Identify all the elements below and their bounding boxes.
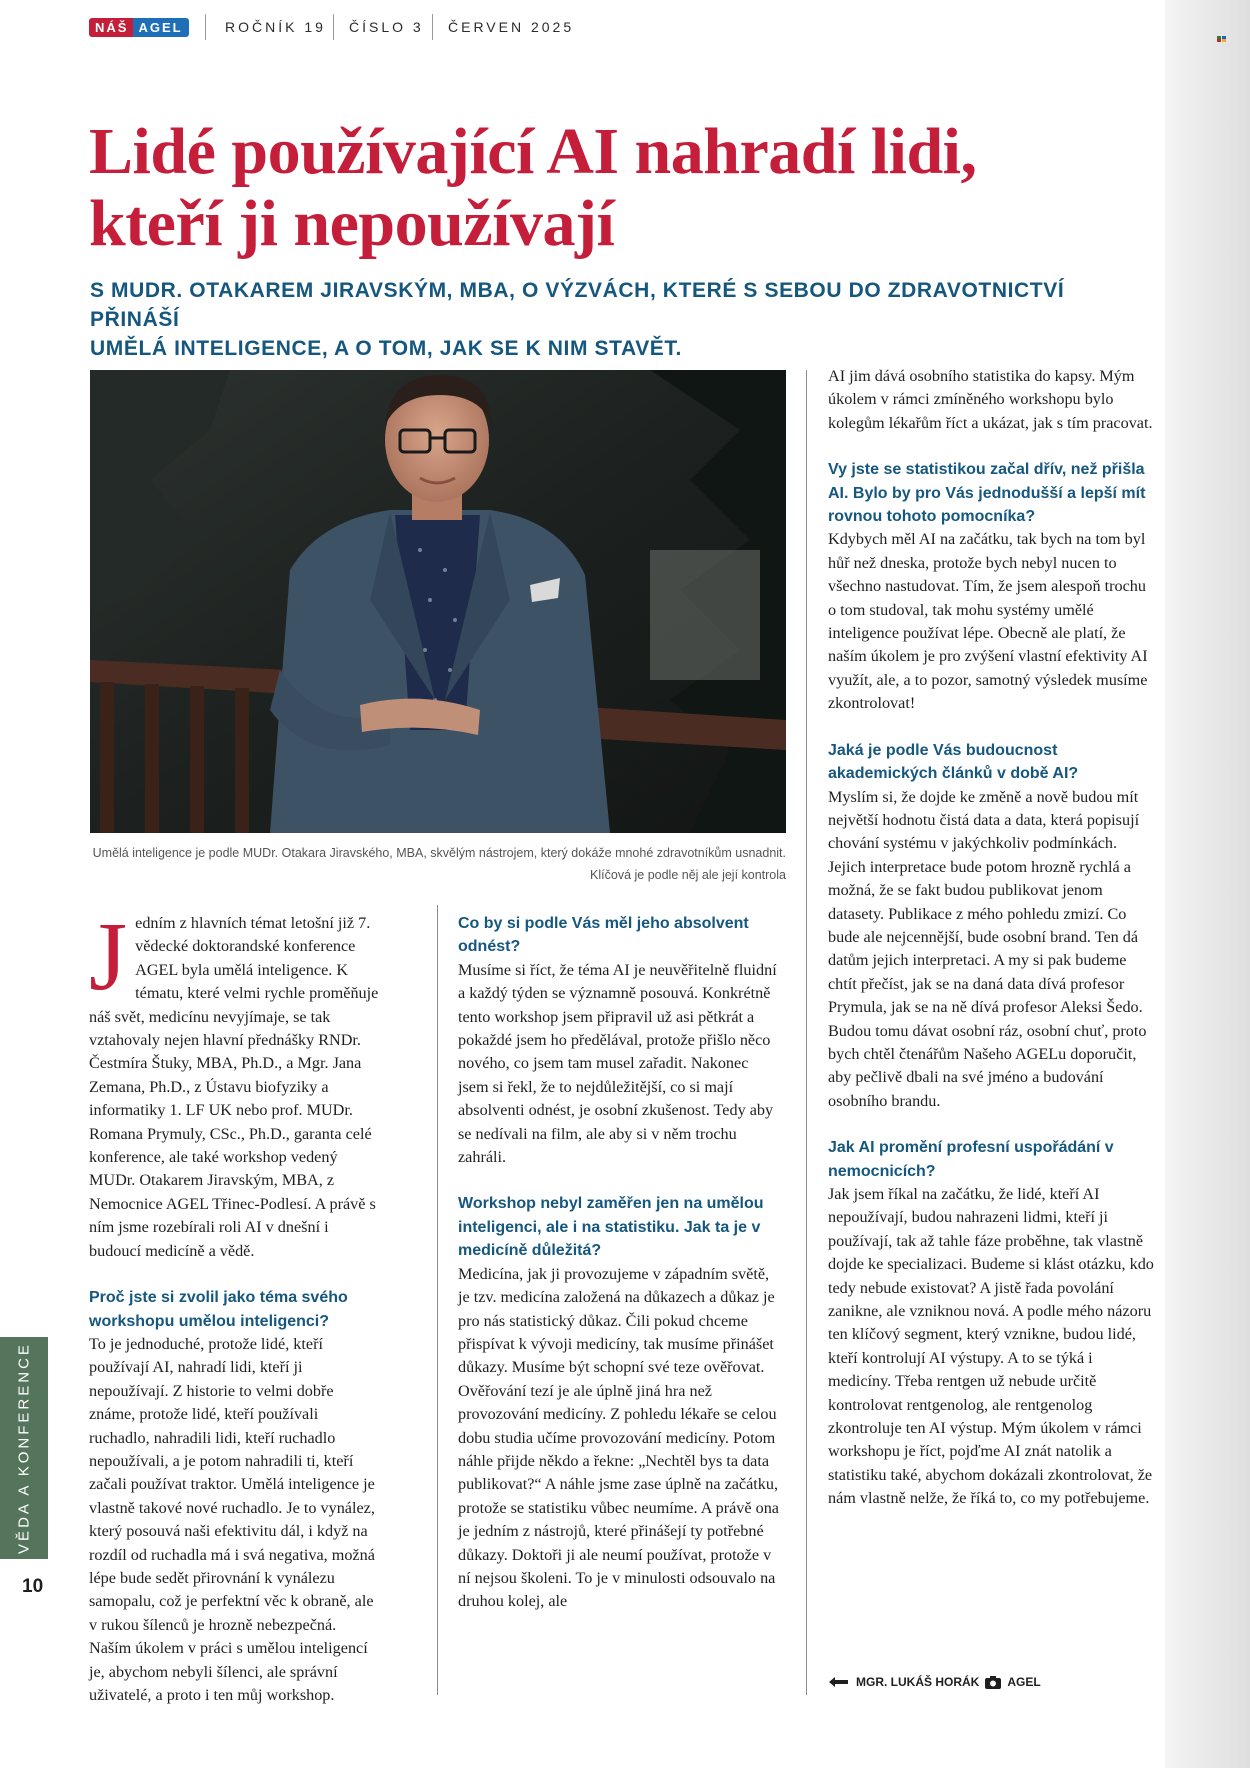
question-heading: Jak AI promění profesní uspořádání v nemocnicích? [828,1139,1114,1180]
question-heading: Co by si podle Vás měl jeho absolvent odnést? [458,915,749,956]
answer-paragraph: To je jednoduché, protože lidé, kteří používají AI, nahradí lidi, kteří ji nepoužívají. Z historie to velmi dobře známe, protože lidé, kteří používali ruchadlo, nahradili lidi, kteří ruchadlo nepoužívali, a je potom nahradili ti, kteří začali používat traktor. Umělá inteligence je vlastně takové nové ruchadlo. Je to vynález, který posouvá naši efektivitu dál, i když na rozdíl od ruchadla má i svá negativa, možná lépe bude sedět přirovnání k vynálezu samopalu, což je perfektní věc k obraně, ale v rukou šílenců je hrozně nebezpečná. Naším úkolem v práci s umělou inteligencí je, abychom nebyli šílenci, ale správní uživatelé, a proto i ten můj workshop. [89,1334,375,1704]
header-divider [432,14,433,40]
article-column-1 [89,903,381,1707]
photo-caption [90,842,786,886]
portrait-photo [90,370,786,833]
pen-icon [828,1676,850,1688]
section-tab [0,1337,48,1559]
subtitle-line: S MUDR. OTAKAREM JIRAVSKÝM, MBA, O VÝZVÁCH, KTERÉ S SEBOU DO ZDRAVOTNICTVÍ PŘINÁŠÍ [90,279,1065,331]
answer-paragraph: Myslím si, že dojde ke změně a nově budou mít největší hodnotu čistá data a data, která popisují chování systému v jakýchkoliv podmínkách. Jejich interpretace bude potom hrozně rychlá a možná, že se fakt budou publikovat jenom datasety. Publikace z mého pohledu zmizí. Co bude ale nejcennější, bude osobní brand. Ten dá datům jejich interpretaci. A my si pak budeme chtít přečíst, jak se na daná data dívá profesor Prymula, jak se na ně dívá profesor Aleksi Šedo. Budou tomu dávat osobní ráz, osobní chuť, proto bych chtěl čtenářům Našeho AGELu doporučit, aby pečlivě dbali na své jméno a budování osobního brandu. [828,787,1147,1110]
article-subtitle [90,276,1100,363]
logo-part-agel: AGEL [133,18,188,37]
date-label: ČERVEN 2025 [448,19,575,35]
issue-label: ČÍSLO 3 [349,19,424,35]
intro-text: edním z hlavních témat letošní již 7. vědecké doktorandské konference AGEL byla umělá inteligence. K tématu, které velmi rychle proměňuje náš svět, medicínu nevyjímaje, se tak vztahovaly nejen hlavní přednášky RNDr. Čestmíra Štuky, MBA, Ph.D., a Mgr. Jana Zemana, Ph.D., z Ústavu biofyziky a informatiky 1. LF UK nebo prof. MUDr. Romana Prymuly, CSc., Ph.D., garanta celé konference, ale také workshop vedený MUDr. Otakarem Jiravským, MBA, z Nemocnice AGEL Třinec-Podlesí. A právě s ním jsme rozebírali roli AI v dnešní i budoucí medicíně a vědě. [89,914,379,1260]
answer-paragraph: Kdybych měl AI na začátku, tak bych na tom byl hůř než dneska, protože bych nebyl nucen to všechno nastudovat. Tím, že jsem alespoň trochu o tom studoval, tak mohu systémy umělé inteligence používat lépe. Obecně ale platí, že naším úkolem je pro zvýšení vlastní efektivity AI využít, ale, a to pozor, samotný výsledek musíme zkontrolovat! [828,530,1148,713]
answer-paragraph: Musíme si říct, že téma AI je neuvěřitelně fluidní a každý týden se významně posouvá. Konkrétně tento workshop jsem připravil už asi pětkrát a pokaždé jsem ho předělával, protože přišlo něco nového, co jsem tam musel zařadit. Nakonec jsem si řekl, že to nejdůležitější, co si mají absolventi odnést, je osobní zkušenost. Tedy aby se nedívali na film, ale aby si v něm trochu zahráli. [458,960,777,1167]
header-divider [205,14,206,40]
question-heading: Jaká je podle Vás budoucnost akademických článků v době AI? [828,741,1079,783]
subtitle-line: UMĚLÁ INTELIGENCE, A O TOM, JAK SE K NIM STAVĚT. [90,337,682,360]
article-title [89,116,1089,260]
question-heading: Workshop nebyl zaměřen jen na umělou inteligenci, ale i na statistiku. Jak ta je v medicíně důležitá? [458,1195,764,1260]
answer-paragraph: AI jim dává osobního statistika do kapsy. Mým úkolem v rámci zmíněného workshopu bylo kolegům lékařům říct a ukázat, jak s tím pracovat. [828,367,1153,432]
color-marks [1217,36,1227,42]
article-column-3 [828,365,1158,1511]
portrait-illustration [90,370,786,833]
answer-paragraph: Medicína, jak ji provozujeme v západním světě, je tzv. medicína založená na důkazech a důkaz je pro nás statistický důkaz. Čili pokud chceme přispívat k vývoji medicíny, tak musíme přinášet důkazy. Musíme být schopní své teze ověřovat. Ověřování tezí je ale úplně jiná hra než provozování medicíny. Z pohledu lékaře se celou dobu studia učíme provozování medicíny. Potom náhle přijde někdo a řekne: „Nechtěl bys ta data publikovat?“ A náhle jsme zase úplně na začátku, protože se statistiku vůbec neumíme. A právě ona je jedním z nástrojů, které přinášejí ty potřebné důkazy. Doktoři ji ale neumí používat, protože v ní nejsou školeni. To je v minulosti odsouvalo na druhou kolej, ale [458,1264,779,1611]
column-divider [437,905,438,1695]
author-name: MGR. LUKÁŠ HORÁK [856,1675,980,1689]
title-line: kteří ji nepoužívají [89,187,615,260]
article-column-2 [458,912,780,1614]
volume-label: ROČNÍK 19 [225,19,326,35]
drop-cap: J [89,903,128,1011]
question-heading: Proč jste si zvolil jako téma svého workshopu umělou inteligenci? [89,1289,348,1330]
camera-icon [985,1676,1001,1689]
header-divider [333,14,334,40]
section-tab-label: VĚDA A KONFERENCE [15,1342,33,1554]
title-line: Lidé používající AI nahradí lidi, [89,115,977,188]
answer-paragraph: Jak jsem říkal na začátku, že lidé, kteří AI nepoužívají, budou nahrazeni lidmi, kteří ji používají, tak až tahle fáze proběhne, tak vlastně dojde ke specializaci. Budeme si klást otázku, kdo tedy nebude existovat? A jistě řada povolání zanikne, ale vzniknou nová. A podle mého názoru ten klíčový segment, který vznikne, budou lidé, kteří kontrolují AI výstupy. A to se týká i medicíny. Třeba rentgen už nebude určitě kontrolovat rentgenolog, ale rentgenolog zkontroluje ten AI výstup. Mým úkolem v rámci workshopu je říct, pojďme AI znát natolik a statistiku také, abychom dokázali zkontrolovat, že nám vlastně nelže, že říká to, co my potřebujeme. [828,1185,1154,1508]
column-divider [806,370,807,1695]
logo-part-nas: NÁŠ [89,18,133,37]
page-number: 10 [22,1576,44,1597]
question-heading: Vy jste se statistikou začal dřív, než přišla AI. Bylo by pro Vás jednodušší a lepší mít rovnou tohoto pomocníka? [828,461,1146,526]
photo-credit: AGEL [1007,1675,1041,1689]
intro-paragraph [89,903,381,1263]
caption-line: Umělá inteligence je podle MUDr. Otakara Jiravského, MBA, skvělým nástrojem, který dokáže mnohé zdravotníkům usnadnit. [92,846,786,860]
nas-agel-logo [89,18,189,37]
caption-line: Klíčová je podle něj ale její kontrola [590,868,786,882]
author-credit [828,1675,1041,1689]
page-edge [1165,0,1250,1768]
